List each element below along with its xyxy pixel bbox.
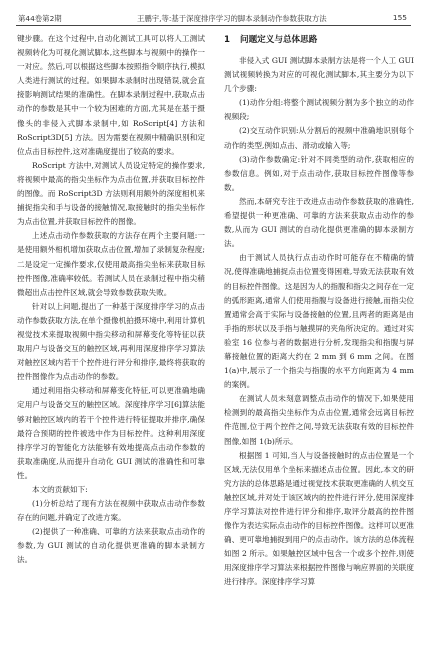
paragraph: 在测试人员未刻意调整点击动作的情况下,如果使用检测到的最高指尖坐标作为点击位置,通常会远离目标控件范围,位于两个控件之间,导致无法获取有效的目标控件图像,如图 1(b)所示。	[224, 394, 414, 446]
section-heading	[224, 33, 414, 47]
paragraph: (2)交互动作识别:从分割后的视频中准确地识别每个动作的类型,例如点击、滑动或输入等;	[224, 126, 414, 150]
page-number: 155	[392, 13, 407, 22]
paragraph: (1)动作分组:将整个测试视频分割为多个独立的动作视频段;	[224, 98, 414, 122]
paragraph: (3)动作参数确定:针对不同类型的动作,获取相应的参数信息。例如,对于点击动作,获取目标控件图像等参数。	[224, 154, 414, 192]
section-number: 1	[224, 35, 230, 45]
paragraph: 由于测试人员执行点击动作时可能存在不精确的情况,使得准确地捕捉点击位置变得困难,导致无法获取有效的目标控件图像。这是因为人的指腹和指尖之间存在一定的弧形距离,通常人们使用指腹与设备进行接触,而指尖位置通常会高于实际与设备接触的位置,且两者的距离是由手指的形状以及手指与触摸屏的夹角所决定的。通过对实验室 16 位参与者的数据进行分析,发现指尖和指腹与屏幕接触位置的距离大约在 2 mm 到 6 mm 之间。在图 1(a)中,展示了一个指尖与指腹的水平方向距离为 4 mm 的案例。	[224, 253, 414, 390]
header-rule	[16, 25, 411, 26]
paragraph: 非侵入式 GUI 测试脚本录制方法是将一个人工 GUI 测试视频转换为对应的可视化测试脚本,其主要分为以下几个步骤:	[224, 56, 414, 94]
paragraph: 根据图 1 可知,当人与设备接触时的点击位置是一个区域,无法仅用单个坐标来描述点击位置。因此,本文的研究方法的总体思路是通过视觉技术获取更准确的人机交互触控区域,并对处于该区域内的控件进行评分,使用深度排序学习算法对控件进行评分和排序,取评分最高的控件图像作为表达实际点击动作的目标控件图像。这样可以更准确、更可靠地捕捉到用户的点击动作。该方法的总体流程如图 2 所示。如果触控区域中包含一个或多个控件,则使用深度排序学习算法来根据控件图像与响应界面的关联度进行排序。深度排序学习算	[224, 450, 414, 587]
running-title: 王鹏宇,等:基于深度排序学习的脚本录制动作参数获取方法	[137, 14, 327, 23]
left-column	[17, 32, 205, 659]
paragraph: (1)分析总结了现有方法在视频中获取点击动作参数存在的问题,并确定了改进方案。	[17, 499, 205, 523]
paragraph: 通过利用指尖移动和屏幕变化特征,可以更准确地确定用户与设备交互的触控区域。深度排序学习[6]算法能够对触控区域内的若干个控件进行特征提取并排序,确保最符合预期的控件被选中作为目标控件。这种利用深度排序学习的智能化方法能够有效地提高点击动作参数的获取准确度,从而提升自动化 GUI 测试的准确性和可靠性。	[17, 386, 205, 480]
section-title: 问题定义与总体思路	[239, 35, 318, 45]
paragraph: (2)提供了一种准确、可靠的方法来获取点击动作的参数,为 GUI 测试的自动化提供更准确的脚本录制方法。	[17, 527, 205, 565]
paragraph: 本文的贡献如下:	[32, 485, 88, 494]
paragraph: 针对以上问题,提出了一种基于深度排序学习的点击动作参数获取方法,在单个摄像机拍摄环境中,利用计算机视觉技术来提取视频中指尖移动和屏幕变化等特征以获取用户与设备交互的触控区域,再利用深度排序学习算法对触控区域内若干个控件进行评分和排序,最终将获取的控件图像作为点击动作的参数。	[17, 301, 205, 382]
paragraph: 然而,本研究专注于改进点击动作参数获取的准确性,希望提供一种更准确、可靠的方法来获取点击动作的参数,从而为 GUI 测试的自动化提供更准确的脚本录制方法。	[224, 196, 414, 249]
paragraph: 上述点击动作参数获取的方法存在两个主要问题:一是使用额外相机增加获取点击位置,增加了录制复杂程度;二是设定一定操作要求,仅使用最高指尖坐标来获取目标控件图像,准确率较低。若测试人员在录制过程中指尖稍微超出点击控件区域,就会导致参数获取失败。	[17, 231, 205, 297]
paragraph: RoScript 方法中,对测试人员设定特定的操作要求,将视频中最高的指尖坐标作为点击位置,并获取目标控件的图像。而 RoScript3D 方法则利用额外的深度相机来捕捉指尖和手与设备的接触情况,取接触时的指尖坐标作为点击位置,并获取目标控件的图像。	[17, 160, 205, 227]
journal-volume-issue: 第44卷第2期	[18, 14, 62, 23]
right-column	[224, 32, 414, 659]
paragraph: 键步骤。在这个过程中,自动化测试工具可以将人工测试视频转化为可视化测试脚本,这些脚本与视频中的操作一一对应。然后,可以根据这些脚本按照指令顺序执行,模拟人类进行测试的过程。如果脚本录制时出现错误,就会直接影响测试结果的准确性。在脚本录制过程中,获取点击动作的参数是其中一个较为困难的方面,尤其是在基于摄像头的非侵入式脚本录制中,如 RoScript[4] 方法和 RoScript3D[5] 方法。因为需要在视频中精确识别和定位点击目标控件,这对准确度提出了较高的要求。	[17, 34, 205, 156]
